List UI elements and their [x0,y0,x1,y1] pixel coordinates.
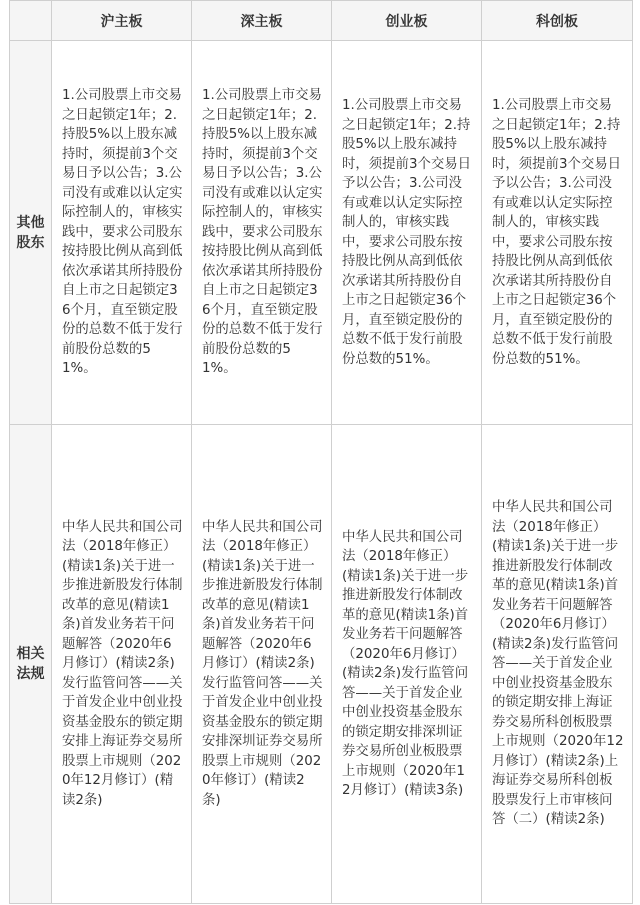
row-header-other-shareholders: 其他股东 [10,41,52,425]
cell-regs-sh-main: 中华人民共和国公司法（2018年修正）(精读1条)关于进一步推进新股发行体制改革的意见(精读1条)首发业务若干问题解答（2020年6月修订）(精读2条)发行监管问答——关于首发企业中创业投资基金股东的锁定期安排上海证券交易所股票上市规则（2020年12月修订）(精读2条) [52,425,192,904]
column-header-star: 科创板 [482,1,633,41]
row-header-related-regulations: 相关法规 [10,425,52,904]
table-row [10,425,633,904]
header-row [10,1,633,41]
column-header-chinext: 创业板 [332,1,482,41]
cell-other-sz-main: 1.公司股票上市交易之日起锁定1年；2.持股5%以上股东减持时，须提前3个交易日予以公告；3.公司没有或难以认定实际控制人的，审核实践中，要求公司股东按持股比例从高到低依次承诺其所持股份自上市之日起锁定36个月，直至锁定股份的总数不低于发行前股份总数的51%。 [192,41,332,425]
column-header-sz-main: 深主板 [192,1,332,41]
table-row [10,41,633,425]
cell-regs-sz-main: 中华人民共和国公司法（2018年修正）(精读1条)关于进一步推进新股发行体制改革的意见(精读1条)首发业务若干问题解答（2020年6月修订）(精读2条)发行监管问答——关于首发企业中创业投资基金股东的锁定期安排深圳证券交易所股票上市规则（2020年修订）(精读2条) [192,425,332,904]
comparison-table [9,0,633,904]
column-header-sh-main: 沪主板 [52,1,192,41]
corner-cell [10,1,52,41]
cell-regs-chinext: 中华人民共和国公司法（2018年修正）(精读1条)关于进一步推进新股发行体制改革的意见(精读1条)首发业务若干问题解答（2020年6月修订）(精读2条)发行监管问答——关于首发企业中创业投资基金股东的锁定期安排深圳证券交易所创业板股票上市规则（2020年12月修订）(精读3条) [332,425,482,904]
cell-regs-star: 中华人民共和国公司法（2018年修正）(精读1条)关于进一步推进新股发行体制改革的意见(精读1条)首发业务若干问题解答（2020年6月修订）(精读2条)发行监管问答——关于首发企业中创业投资基金股东的锁定期安排上海证券交易所科创板股票上市规则（2020年12月修订）(精读2条)上海证券交易所科创板股票发行上市审核问答（二）(精读2条) [482,425,633,904]
cell-other-star: 1.公司股票上市交易之日起锁定1年；2.持股5%以上股东减持时，须提前3个交易日予以公告；3.公司没有或难以认定实际控制人的，审核实践中，要求公司股东按持股比例从高到低依次承诺其所持股份自上市之日起锁定36个月，直至锁定股份的总数不低于发行前股份总数的51%。 [482,41,633,425]
cell-other-chinext: 1.公司股票上市交易之日起锁定1年；2.持股5%以上股东减持时，须提前3个交易日予以公告；3.公司没有或难以认定实际控制人的，审核实践中，要求公司股东按持股比例从高到低依次承诺其所持股份自上市之日起锁定36个月，直至锁定股份的总数不低于发行前股份总数的51%。 [332,41,482,425]
cell-other-sh-main: 1.公司股票上市交易之日起锁定1年；2.持股5%以上股东减持时，须提前3个交易日予以公告；3.公司没有或难以认定实际控制人的，审核实践中，要求公司股东按持股比例从高到低依次承诺其所持股份自上市之日起锁定36个月，直至锁定股份的总数不低于发行前股份总数的51%。 [52,41,192,425]
